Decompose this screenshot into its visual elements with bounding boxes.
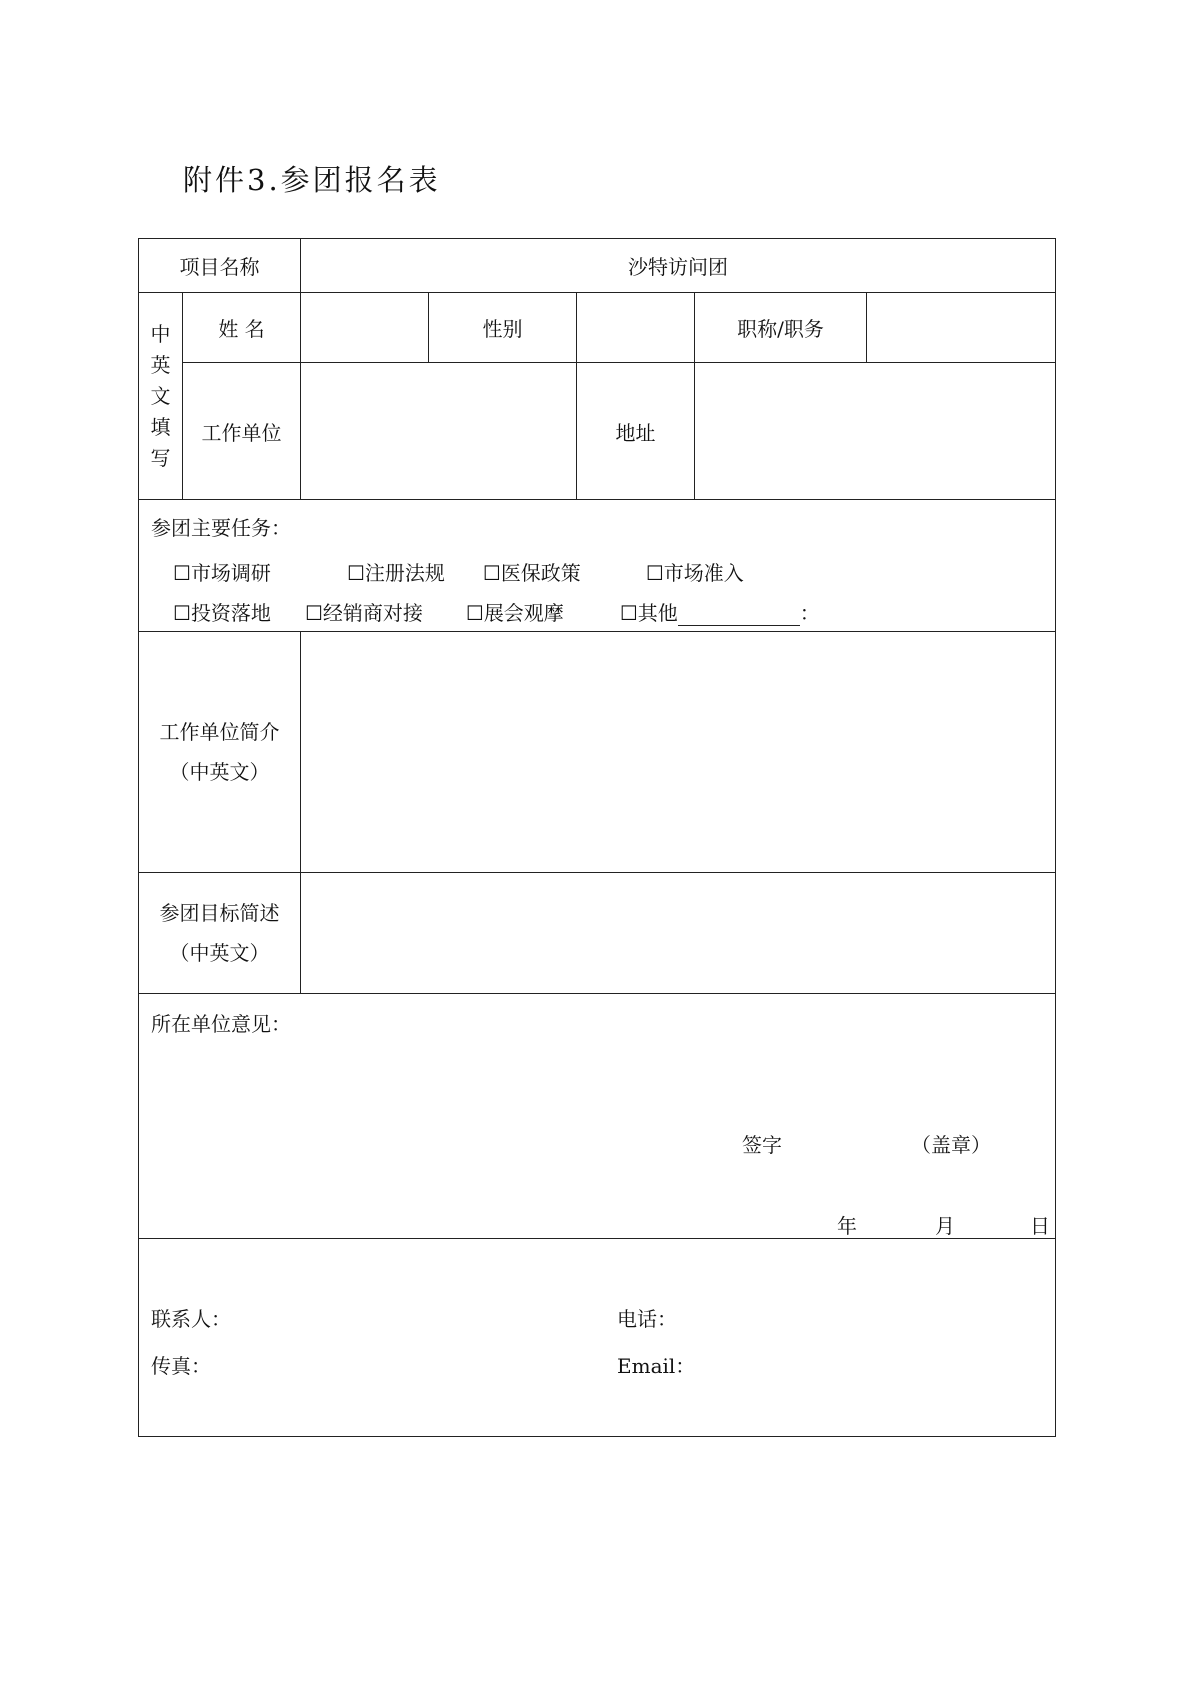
contact-person-label: 联系人： bbox=[151, 1307, 231, 1331]
job-title-label: 职称/职务 bbox=[695, 293, 867, 363]
project-name-value: 沙特访问团 bbox=[301, 239, 1056, 293]
tasks-row-1 bbox=[151, 551, 1043, 591]
task-distributor[interactable]: ☐经销商对接 bbox=[304, 600, 423, 625]
unit-intro-input[interactable] bbox=[301, 632, 1056, 873]
address-label: 地址 bbox=[577, 363, 695, 500]
task-registration[interactable]: ☐注册法规 bbox=[346, 560, 445, 585]
work-unit-input[interactable] bbox=[301, 363, 577, 500]
tasks-section bbox=[139, 500, 1056, 632]
fax-label: 传真： bbox=[151, 1354, 211, 1378]
unit-opinion-label: 所在单位意见： bbox=[151, 1012, 291, 1036]
year-label: 年 bbox=[837, 1214, 857, 1238]
sign-label: 签字 bbox=[742, 1133, 782, 1157]
task-exhibition[interactable]: ☐展会观摩 bbox=[465, 600, 564, 625]
bilingual-note: 中 英 文 填 写 bbox=[139, 293, 183, 500]
job-title-input[interactable] bbox=[867, 293, 1056, 363]
contact-section bbox=[139, 1239, 1056, 1437]
gender-label: 性别 bbox=[429, 293, 577, 363]
month-label: 月 bbox=[935, 1214, 955, 1238]
registration-form bbox=[138, 238, 1056, 1437]
tasks-row-2 bbox=[151, 591, 1043, 631]
task-market-research[interactable]: ☐市场调研 bbox=[173, 560, 271, 585]
unit-intro-label: 工作单位简介 （中英文） bbox=[139, 632, 301, 873]
project-name-label: 项目名称 bbox=[139, 239, 301, 293]
name-input[interactable] bbox=[301, 293, 429, 363]
seal-label: （盖章） bbox=[911, 1133, 991, 1157]
day-label: 日 bbox=[1030, 1214, 1050, 1238]
phone-label: 电话： bbox=[617, 1307, 677, 1331]
task-market-access[interactable]: ☐市场准入 bbox=[645, 560, 744, 585]
unit-opinion-section[interactable] bbox=[139, 994, 1056, 1239]
page-title: 附件3.参团报名表 bbox=[183, 163, 441, 197]
task-investment[interactable]: ☐投资落地 bbox=[173, 600, 271, 625]
address-input[interactable] bbox=[695, 363, 1056, 500]
goal-label: 参团目标简述 （中英文） bbox=[139, 873, 301, 994]
work-unit-label: 工作单位 bbox=[183, 363, 301, 500]
task-medical-insurance[interactable]: ☐医保政策 bbox=[482, 560, 581, 585]
email-label: Email： bbox=[617, 1354, 696, 1378]
task-other-blank[interactable] bbox=[678, 605, 800, 626]
tasks-label: 参团主要任务： bbox=[151, 516, 291, 540]
name-label: 姓 名 bbox=[183, 293, 301, 363]
gender-input[interactable] bbox=[577, 293, 695, 363]
task-other[interactable]: ☐其他 ： bbox=[619, 600, 820, 625]
goal-input[interactable] bbox=[301, 873, 1056, 994]
